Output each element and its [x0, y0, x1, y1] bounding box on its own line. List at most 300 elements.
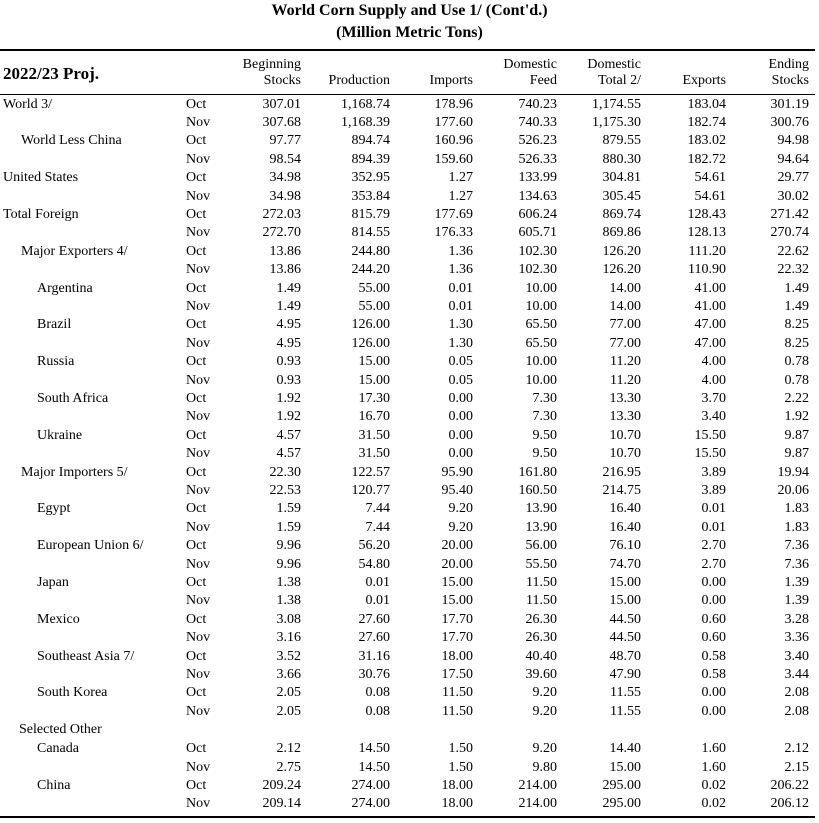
value-cell: 1.50 [448, 759, 473, 775]
row-period: Nov [186, 759, 211, 775]
value-cell: 2.05 [276, 703, 301, 719]
value-cell: 1.49 [784, 298, 809, 314]
row-period: Nov [186, 298, 211, 314]
value-cell: 76.10 [609, 538, 641, 554]
value-cell: 15.00 [609, 759, 641, 775]
value-cell: 9.20 [532, 685, 557, 701]
value-cell: 3.66 [276, 666, 301, 682]
value-cell: 30.76 [358, 666, 390, 682]
column-header-line2: Stocks [263, 73, 301, 88]
row-name: World 3/ [3, 96, 53, 112]
table-subtitle: (Million Metric Tons) [336, 24, 483, 41]
value-cell: 206.22 [770, 777, 809, 793]
row-period: Nov [186, 703, 211, 719]
row-period: Oct [186, 538, 207, 554]
value-cell: 159.60 [434, 151, 473, 167]
value-cell: 9.87 [784, 446, 809, 462]
value-cell: 352.95 [351, 170, 390, 186]
value-cell: 1.92 [276, 409, 301, 425]
value-cell: 209.14 [262, 796, 301, 812]
value-cell: 3.89 [701, 482, 726, 498]
value-cell: 3.36 [784, 630, 809, 646]
value-cell: 815.79 [351, 206, 390, 222]
value-cell: 15.50 [694, 446, 726, 462]
column-header-line1: Domestic [503, 57, 557, 72]
row-name: Japan [37, 574, 69, 590]
value-cell: 0.01 [701, 519, 726, 535]
value-cell: 94.98 [777, 133, 809, 149]
row-name: China [37, 777, 71, 793]
value-cell: 3.52 [276, 648, 301, 664]
value-cell: 9.20 [532, 703, 557, 719]
value-cell: 1.27 [448, 188, 473, 204]
value-cell: 1,174.55 [592, 96, 641, 112]
value-cell: 10.70 [609, 446, 641, 462]
value-cell: 182.72 [687, 151, 726, 167]
value-cell: 95.40 [441, 482, 473, 498]
value-cell: 77.00 [609, 335, 641, 351]
value-cell: 2.12 [784, 741, 809, 757]
value-cell: 1.30 [448, 335, 473, 351]
value-cell: 122.57 [351, 464, 390, 480]
value-cell: 177.69 [434, 206, 473, 222]
value-cell: 300.76 [770, 114, 809, 130]
value-cell: 209.24 [262, 777, 301, 793]
value-cell: 95.90 [441, 464, 473, 480]
bottom-rule [0, 816, 815, 818]
value-cell: 214.75 [602, 482, 641, 498]
value-cell: 0.78 [784, 372, 809, 388]
row-period: Oct [186, 170, 207, 186]
value-cell: 20.00 [441, 556, 473, 572]
value-cell: 9.80 [532, 759, 557, 775]
value-cell: 0.08 [365, 685, 390, 701]
section-label: 2022/23 Proj. [3, 64, 100, 83]
value-cell: 1.30 [448, 317, 473, 333]
value-cell: 22.53 [269, 482, 301, 498]
row-period: Nov [186, 262, 211, 278]
value-cell: 7.30 [532, 390, 557, 406]
row-period: Nov [186, 593, 211, 609]
value-cell: 183.04 [687, 96, 726, 112]
value-cell: 47.00 [694, 317, 726, 333]
value-cell: 1.92 [784, 409, 809, 425]
value-cell: 0.58 [701, 666, 726, 682]
value-cell: 894.39 [351, 151, 390, 167]
value-cell: 13.30 [609, 390, 641, 406]
value-cell: 160.96 [434, 133, 473, 149]
value-cell: 14.00 [609, 280, 641, 296]
value-cell: 2.15 [784, 759, 809, 775]
value-cell: 18.00 [441, 648, 473, 664]
value-cell: 9.96 [276, 556, 301, 572]
value-cell: 54.61 [694, 170, 726, 186]
value-cell: 161.80 [518, 464, 557, 480]
value-cell: 3.44 [784, 666, 809, 682]
row-period: Oct [186, 501, 207, 517]
column-header-line1: Beginning [242, 57, 301, 72]
value-cell: 1.83 [784, 501, 809, 517]
value-cell: 47.90 [609, 666, 641, 682]
value-cell: 16.70 [358, 409, 390, 425]
value-cell: 9.96 [276, 538, 301, 554]
value-cell: 7.36 [784, 556, 809, 572]
value-cell: 244.80 [351, 243, 390, 259]
value-cell: 0.05 [448, 354, 473, 370]
value-cell: 65.50 [525, 317, 557, 333]
value-cell: 16.40 [609, 501, 641, 517]
row-name: Brazil [37, 317, 72, 333]
value-cell: 1.39 [784, 574, 809, 590]
row-period: Oct [186, 574, 207, 590]
value-cell: 2.75 [276, 759, 301, 775]
value-cell: 111.20 [688, 243, 726, 259]
value-cell: 526.33 [518, 151, 557, 167]
row-period: Nov [186, 556, 211, 572]
value-cell: 4.57 [276, 427, 301, 443]
value-cell: 17.30 [358, 390, 390, 406]
value-cell: 177.60 [434, 114, 473, 130]
value-cell: 1.38 [276, 593, 301, 609]
value-cell: 11.50 [526, 593, 557, 609]
value-cell: 0.01 [448, 298, 473, 314]
value-cell: 2.08 [784, 685, 809, 701]
value-cell: 2.22 [784, 390, 809, 406]
value-cell: 1.49 [276, 280, 301, 296]
value-cell: 1.50 [448, 741, 473, 757]
row-name: Canada [37, 741, 79, 757]
row-period: Oct [186, 685, 207, 701]
row-period: Nov [186, 482, 211, 498]
value-cell: 7.36 [784, 538, 809, 554]
row-period: Nov [186, 630, 211, 646]
row-period: Oct [186, 390, 207, 406]
value-cell: 305.45 [602, 188, 641, 204]
value-cell: 0.60 [701, 630, 726, 646]
value-cell: 19.94 [777, 464, 809, 480]
value-cell: 526.23 [518, 133, 557, 149]
value-cell: 0.00 [701, 574, 726, 590]
value-cell: 17.70 [441, 630, 473, 646]
row-name: European Union 6/ [37, 538, 144, 554]
row-period: Oct [186, 777, 207, 793]
value-cell: 0.02 [701, 796, 726, 812]
value-cell: 271.42 [770, 206, 809, 222]
value-cell: 40.40 [525, 648, 557, 664]
value-cell: 1.92 [276, 390, 301, 406]
value-cell: 214.00 [518, 777, 557, 793]
value-cell: 0.58 [701, 648, 726, 664]
row-period: Oct [186, 648, 207, 664]
value-cell: 307.68 [262, 114, 301, 130]
value-cell: 605.71 [518, 225, 557, 241]
value-cell: 8.25 [784, 317, 809, 333]
row-period: Nov [186, 114, 211, 130]
value-cell: 13.86 [269, 243, 301, 259]
value-cell: 22.62 [777, 243, 809, 259]
value-cell: 869.74 [602, 206, 641, 222]
value-cell: 1.83 [784, 519, 809, 535]
value-cell: 102.30 [518, 243, 557, 259]
value-cell: 272.70 [262, 225, 301, 241]
value-cell: 4.95 [276, 317, 301, 333]
value-cell: 1.59 [276, 519, 301, 535]
value-cell: 178.96 [434, 96, 473, 112]
value-cell: 94.64 [777, 151, 809, 167]
value-cell: 126.20 [602, 262, 641, 278]
value-cell: 0.01 [448, 280, 473, 296]
value-cell: 740.33 [518, 114, 557, 130]
value-cell: 15.00 [609, 593, 641, 609]
value-cell: 0.00 [448, 390, 473, 406]
value-cell: 9.20 [448, 519, 473, 535]
column-header-line2: Imports [429, 73, 473, 88]
value-cell: 0.02 [701, 777, 726, 793]
value-cell: 0.00 [701, 685, 726, 701]
row-period: Nov [186, 446, 211, 462]
value-cell: 740.23 [518, 96, 557, 112]
value-cell: 27.60 [358, 630, 390, 646]
value-cell: 353.84 [351, 188, 390, 204]
value-cell: 102.30 [518, 262, 557, 278]
value-cell: 22.32 [777, 262, 809, 278]
row-name: Mexico [37, 611, 80, 627]
value-cell: 274.00 [351, 796, 390, 812]
value-cell: 11.50 [442, 703, 473, 719]
value-cell: 14.00 [609, 298, 641, 314]
value-cell: 30.02 [777, 188, 809, 204]
value-cell: 0.60 [701, 611, 726, 627]
value-cell: 0.00 [448, 409, 473, 425]
column-header-line2: Feed [529, 73, 557, 88]
value-cell: 15.00 [358, 354, 390, 370]
value-cell: 55.00 [358, 298, 390, 314]
row-period: Oct [186, 280, 207, 296]
column-header-line2: Production [328, 73, 390, 88]
value-cell: 894.74 [351, 133, 390, 149]
value-cell: 0.01 [701, 501, 726, 517]
column-header-line2: Exports [682, 73, 726, 88]
value-cell: 10.00 [525, 354, 557, 370]
row-period: Nov [186, 796, 211, 812]
value-cell: 15.00 [609, 574, 641, 590]
value-cell: 270.74 [770, 225, 809, 241]
value-cell: 11.55 [610, 685, 641, 701]
value-cell: 4.95 [276, 335, 301, 351]
value-cell: 41.00 [694, 280, 726, 296]
value-cell: 13.86 [269, 262, 301, 278]
value-cell: 17.70 [441, 611, 473, 627]
row-name: Major Importers 5/ [21, 464, 128, 480]
value-cell: 97.77 [269, 133, 301, 149]
value-cell: 1.59 [276, 501, 301, 517]
value-cell: 0.00 [448, 446, 473, 462]
value-cell: 47.00 [694, 335, 726, 351]
value-cell: 17.50 [441, 666, 473, 682]
column-header-line2: Stocks [771, 73, 809, 88]
row-period: Oct [186, 133, 207, 149]
value-cell: 16.40 [609, 519, 641, 535]
row-period: Oct [186, 354, 207, 370]
value-cell: 31.50 [358, 427, 390, 443]
row-period: Nov [186, 151, 211, 167]
value-cell: 48.70 [609, 648, 641, 664]
value-cell: 110.90 [688, 262, 726, 278]
value-cell: 14.50 [358, 759, 390, 775]
value-cell: 55.00 [358, 280, 390, 296]
value-cell: 20.06 [777, 482, 809, 498]
row-period: Oct [186, 464, 207, 480]
value-cell: 15.50 [694, 427, 726, 443]
value-cell: 74.70 [609, 556, 641, 572]
row-period: Oct [186, 317, 207, 333]
value-cell: 41.00 [694, 298, 726, 314]
value-cell: 4.00 [701, 354, 726, 370]
row-name: Russia [37, 354, 75, 370]
row-name: Egypt [37, 501, 71, 517]
value-cell: 1.36 [448, 243, 473, 259]
value-cell: 3.40 [701, 409, 726, 425]
value-cell: 128.43 [687, 206, 726, 222]
value-cell: 9.20 [448, 501, 473, 517]
value-cell: 9.50 [532, 427, 557, 443]
value-cell: 7.44 [365, 519, 390, 535]
value-cell: 216.95 [602, 464, 641, 480]
row-name: Total Foreign [3, 206, 79, 222]
value-cell: 160.50 [518, 482, 557, 498]
value-cell: 20.00 [441, 538, 473, 554]
value-cell: 31.16 [358, 648, 390, 664]
value-cell: 44.50 [609, 611, 641, 627]
row-name: Ukraine [37, 427, 83, 443]
value-cell: 54.61 [694, 188, 726, 204]
value-cell: 1.60 [701, 741, 726, 757]
value-cell: 10.70 [609, 427, 641, 443]
value-cell: 98.54 [269, 151, 301, 167]
value-cell: 295.00 [602, 777, 641, 793]
value-cell: 1.49 [784, 280, 809, 296]
value-cell: 206.12 [770, 796, 809, 812]
value-cell: 126.00 [351, 317, 390, 333]
row-period: Nov [186, 519, 211, 535]
value-cell: 3.08 [276, 611, 301, 627]
value-cell: 0.08 [365, 703, 390, 719]
table-title: World Corn Supply and Use 1/ (Cont'd.) [271, 2, 548, 19]
value-cell: 304.81 [602, 170, 641, 186]
row-name: Major Exporters 4/ [21, 243, 128, 259]
row-period: Oct [186, 206, 207, 222]
value-cell: 29.77 [777, 170, 809, 186]
value-cell: 26.30 [525, 630, 557, 646]
value-cell: 0.93 [276, 372, 301, 388]
value-cell: 274.00 [351, 777, 390, 793]
value-cell: 15.00 [441, 574, 473, 590]
value-cell: 13.90 [525, 519, 557, 535]
value-cell: 11.50 [526, 574, 557, 590]
value-cell: 34.98 [269, 188, 301, 204]
value-cell: 295.00 [602, 796, 641, 812]
row-period: Nov [186, 225, 211, 241]
value-cell: 0.00 [701, 593, 726, 609]
value-cell: 11.20 [610, 354, 641, 370]
value-cell: 1.38 [276, 574, 301, 590]
value-cell: 7.44 [365, 501, 390, 517]
row-name: South Africa [37, 390, 109, 406]
value-cell: 0.93 [276, 354, 301, 370]
value-cell: 301.19 [770, 96, 809, 112]
value-cell: 1,175.30 [592, 114, 641, 130]
value-cell: 0.01 [365, 574, 390, 590]
value-cell: 8.25 [784, 335, 809, 351]
value-cell: 120.77 [351, 482, 390, 498]
value-cell: 13.30 [609, 409, 641, 425]
value-cell: 9.20 [532, 741, 557, 757]
value-cell: 7.30 [532, 409, 557, 425]
row-period: Oct [186, 243, 207, 259]
value-cell: 15.00 [358, 372, 390, 388]
value-cell: 1,168.39 [341, 114, 390, 130]
value-cell: 56.20 [358, 538, 390, 554]
value-cell: 22.30 [269, 464, 301, 480]
value-cell: 27.60 [358, 611, 390, 627]
value-cell: 65.50 [525, 335, 557, 351]
group-label: Selected Other [19, 722, 102, 738]
value-cell: 56.00 [525, 538, 557, 554]
row-name: Argentina [37, 280, 93, 296]
row-name: South Korea [37, 685, 108, 701]
value-cell: 0.01 [365, 593, 390, 609]
value-cell: 176.33 [434, 225, 473, 241]
value-cell: 18.00 [441, 796, 473, 812]
row-period: Oct [186, 741, 207, 757]
value-cell: 606.24 [518, 206, 557, 222]
value-cell: 2.70 [701, 538, 726, 554]
value-cell: 15.00 [441, 593, 473, 609]
value-cell: 13.90 [525, 501, 557, 517]
value-cell: 2.05 [276, 685, 301, 701]
value-cell: 54.80 [358, 556, 390, 572]
value-cell: 11.50 [442, 685, 473, 701]
value-cell: 182.74 [687, 114, 726, 130]
value-cell: 2.12 [276, 741, 301, 757]
top-rule [0, 49, 815, 51]
row-period: Nov [186, 335, 211, 351]
value-cell: 26.30 [525, 611, 557, 627]
value-cell: 869.86 [602, 225, 641, 241]
value-cell: 14.50 [358, 741, 390, 757]
value-cell: 134.63 [518, 188, 557, 204]
value-cell: 18.00 [441, 777, 473, 793]
row-period: Nov [186, 188, 211, 204]
value-cell: 11.20 [610, 372, 641, 388]
value-cell: 10.00 [525, 372, 557, 388]
value-cell: 879.55 [602, 133, 641, 149]
value-cell: 244.20 [351, 262, 390, 278]
value-cell: 814.55 [351, 225, 390, 241]
value-cell: 128.13 [687, 225, 726, 241]
value-cell: 77.00 [609, 317, 641, 333]
value-cell: 1.49 [276, 298, 301, 314]
value-cell: 126.00 [351, 335, 390, 351]
value-cell: 31.50 [358, 446, 390, 462]
row-period: Nov [186, 372, 211, 388]
value-cell: 3.89 [701, 464, 726, 480]
value-cell: 10.00 [525, 298, 557, 314]
value-cell: 2.08 [784, 703, 809, 719]
row-name: World Less China [21, 133, 122, 149]
value-cell: 34.98 [269, 170, 301, 186]
value-cell: 4.57 [276, 446, 301, 462]
